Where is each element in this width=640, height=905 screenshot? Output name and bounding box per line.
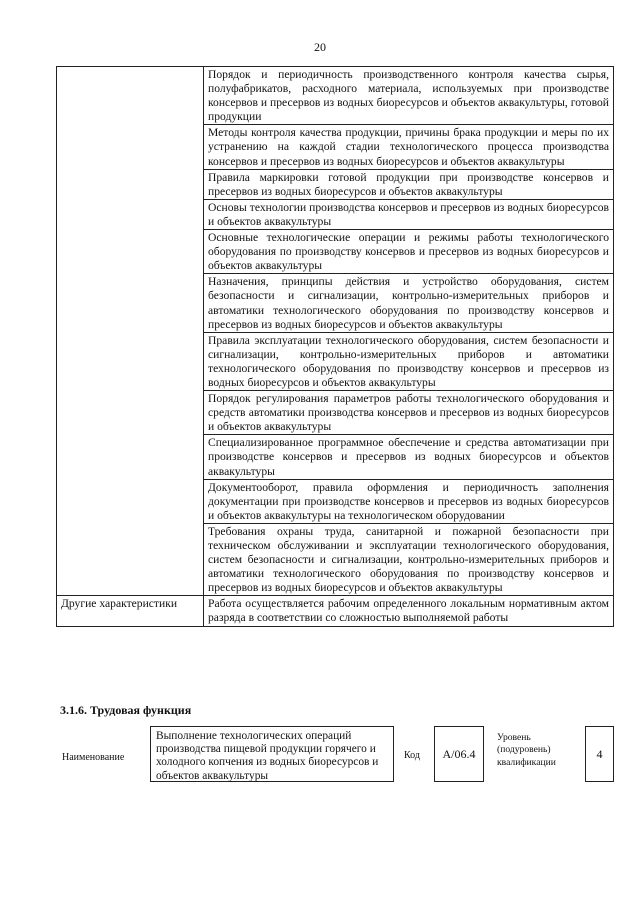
table-cell: Назначения, принципы действия и устройство оборудования, систем безопасности и сигнализации, контрольно-измерительных приборов и автоматики технологического оборудования по производству консервов и пресервов из водных биоресурсов и объектов аквакультуры — [204, 274, 614, 332]
knowledge-table — [56, 66, 614, 627]
table-cell: Требования охраны труда, санитарной и пожарной безопасности при техническом обслуживании и эксплуатации технологического оборудования, систем безопасности и сигнализации, контрольно-измерительных приборов и автоматики технологического оборудования по производству консервов и пресервов из водных биоресурсов и объектов аквакультуры — [204, 523, 614, 595]
other-characteristics-label: Другие характеристики — [57, 596, 204, 626]
table-cell: Документооборот, правила оформления и периодичность заполнения документации при производстве консервов и пресервов из водных биоресурсов и объектов аквакультуры на технологическом оборудовании — [204, 479, 614, 523]
code-label: Код — [404, 750, 420, 761]
table-cell: Правила эксплуатации технологического оборудования, систем безопасности и сигнализации, контрольно-измерительных приборов и автоматики технологического оборудования по производству консервов и пресервов из водных биоресурсов и объектов аквакультуры — [204, 332, 614, 390]
table-cell: Основы технологии производства консервов и пресервов из водных биоресурсов и объектов аквакультуры — [204, 199, 614, 229]
level-label-line: Уровень — [497, 732, 531, 743]
labor-function-row — [0, 726, 640, 806]
level-value: 4 — [585, 726, 614, 782]
section-heading: 3.1.6. Трудовая функция — [60, 703, 192, 717]
table-cell: Правила маркировки готовой продукции при производстве консервов и пресервов из водных биоресурсов и объектов аквакультуры — [204, 169, 614, 199]
table-cell: Основные технологические операции и режимы работы технологического оборудования по производству консервов и пресервов из водных биоресурсов и объектов аквакультуры — [204, 230, 614, 274]
level-label — [497, 732, 556, 769]
table-cell: Порядок регулирования параметров работы технологического оборудования и средств автоматики производства консервов и пресервов из водных биоресурсов и объектов аквакультуры — [204, 391, 614, 435]
code-value: А/06.4 — [434, 726, 484, 782]
table-cell: Специализированное программное обеспечение и средства автоматизации при производстве консервов и пресервов из водных биоресурсов и объектов аквакультуры — [204, 435, 614, 479]
page-number: 20 — [314, 40, 326, 54]
name-value: Выполнение технологических операций производства пищевой продукции горячего и холодного копчения из водных биоресурсов и объектов аквакультуры — [150, 726, 394, 782]
level-label-line: (подуровень) — [497, 744, 551, 756]
table-row — [57, 596, 614, 626]
row-label-empty — [57, 67, 204, 596]
table-row — [57, 67, 614, 125]
name-label: Наименование — [62, 752, 125, 763]
table-cell: Порядок и периодичность производственного контроля качества сырья, полуфабрикатов, расходного материала, используемых при производстве консервов и пресервов из водных биоресурсов и объектов аквакультуры, готовой продукции — [204, 67, 614, 125]
table-cell: Методы контроля качества продукции, причины брака продукции и меры по их устранению на каждой стадии технологического процесса производства консервов и пресервов из водных биоресурсов и объектов аквакультуры — [204, 125, 614, 169]
other-characteristics-text: Работа осуществляется рабочим определенного локальным нормативным актом разряда в соответствии со сложностью выполняемой работы — [204, 596, 614, 626]
level-label-line: квалификации — [497, 756, 556, 768]
